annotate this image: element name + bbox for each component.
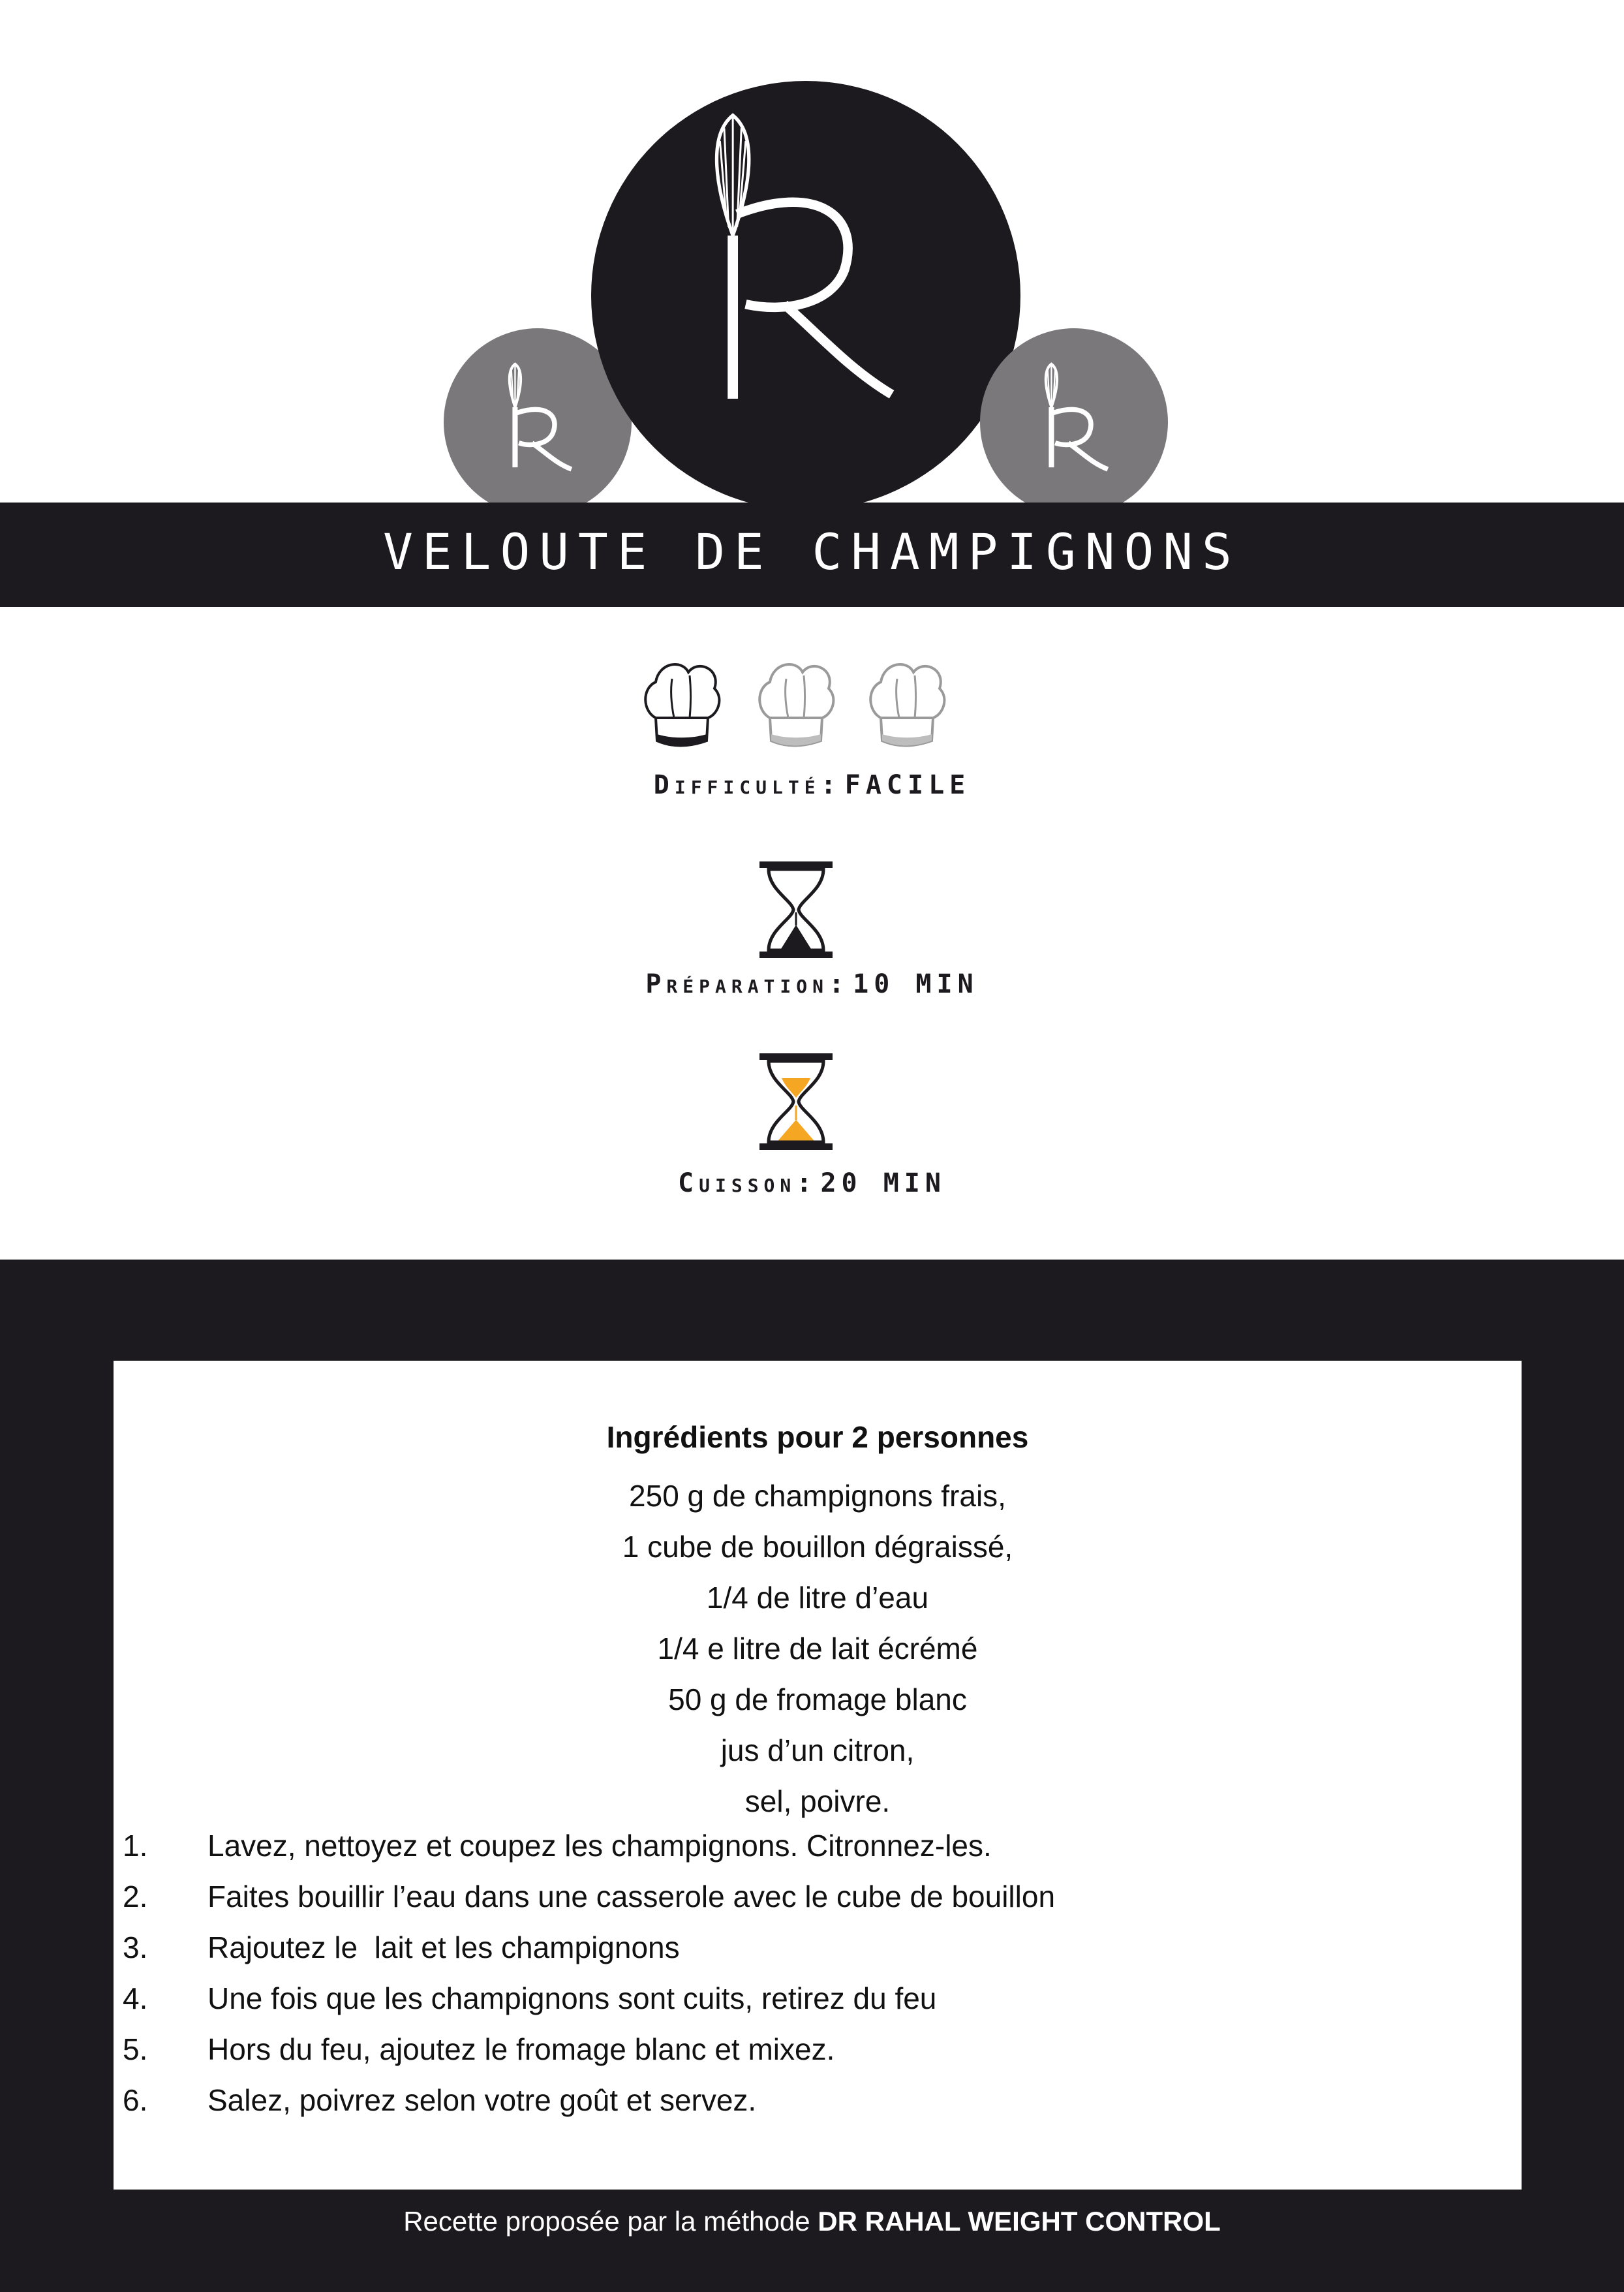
step-number: 3.: [123, 1930, 148, 1964]
logo-circle-main: [591, 81, 1020, 510]
ingredient-item: jus d’un citron,: [720, 1733, 915, 1767]
difficulty-label: Difficulté:: [653, 770, 842, 800]
step-item: [123, 1871, 1493, 1922]
chef-hat-icon: [636, 653, 728, 751]
step-item: [123, 1820, 1493, 1871]
cooking-line: [0, 1168, 1624, 1198]
hourglass-icon: [757, 860, 835, 959]
footer-brand: DR RAHAL WEIGHT CONTROL: [818, 2206, 1221, 2237]
step-number: 5.: [123, 2032, 148, 2066]
footer-prefix: Recette proposée par la méthode: [403, 2206, 818, 2237]
cooking-value: 20 MIN: [820, 1168, 946, 1198]
cooking-label: Cuisson:: [678, 1168, 818, 1198]
ingredient-item: 1/4 e litre de lait écrémé: [657, 1632, 978, 1665]
hourglass-icon: [757, 1052, 835, 1151]
ingredient-item: 1 cube de bouillon dégraissé,: [622, 1530, 1013, 1564]
ingredients-list: [114, 1470, 1522, 1827]
step-item: [123, 1973, 1493, 2024]
chef-hat-icon: [750, 653, 842, 751]
brand-logo: [0, 0, 1624, 509]
ingredient-item: sel, poivre.: [744, 1784, 891, 1818]
preparation-label: Préparation:: [645, 969, 850, 999]
difficulty-line: [0, 770, 1624, 800]
step-number: 2.: [123, 1880, 148, 1913]
step-item: [123, 1922, 1493, 1973]
preparation-line: [0, 969, 1624, 999]
step-number: 6.: [123, 2083, 148, 2117]
step-number: 4.: [123, 1981, 148, 2015]
chef-hat-icon: [861, 653, 953, 751]
difficulty-rating: [636, 653, 962, 757]
ingredient-item: 1/4 de litre d’eau: [706, 1581, 929, 1615]
step-text: Lavez, nettoyez et coupez les champignons. Citronnez-les.: [207, 1829, 992, 1863]
title-band: [0, 503, 1624, 607]
ingredients-title: Ingrédients pour 2 personnes: [606, 1420, 1029, 1454]
step-item: [123, 2024, 1493, 2075]
steps-list: [123, 1820, 1493, 2126]
step-text: Hors du feu, ajoutez le fromage blanc et mixez.: [207, 2032, 835, 2066]
footer-credit: [0, 2206, 1624, 2237]
step-number: 1.: [123, 1829, 148, 1863]
recipe-card: [114, 1361, 1522, 2190]
ingredient-item: 50 g de fromage blanc: [668, 1682, 967, 1716]
recipe-title: VELOUTE DE CHAMPIGNONS: [383, 522, 1241, 581]
ingredient-item: 250 g de champignons frais,: [629, 1479, 1006, 1513]
step-text: Salez, poivrez selon votre goût et servez.: [207, 2083, 757, 2117]
logo-circle-right: [980, 328, 1168, 516]
step-item: [123, 2075, 1493, 2126]
step-text: Rajoutez le lait et les champignons: [207, 1930, 680, 1964]
step-text: Faites bouillir l’eau dans une casserole avec le cube de bouillon: [207, 1880, 1056, 1913]
step-text: Une fois que les champignons sont cuits, retirez du feu: [207, 1981, 937, 2015]
difficulty-value: FACILE: [844, 770, 971, 800]
preparation-value: 10 MIN: [853, 969, 979, 999]
whisk-r-logo-icon: [980, 328, 1168, 516]
whisk-r-logo-icon: [591, 81, 1020, 510]
